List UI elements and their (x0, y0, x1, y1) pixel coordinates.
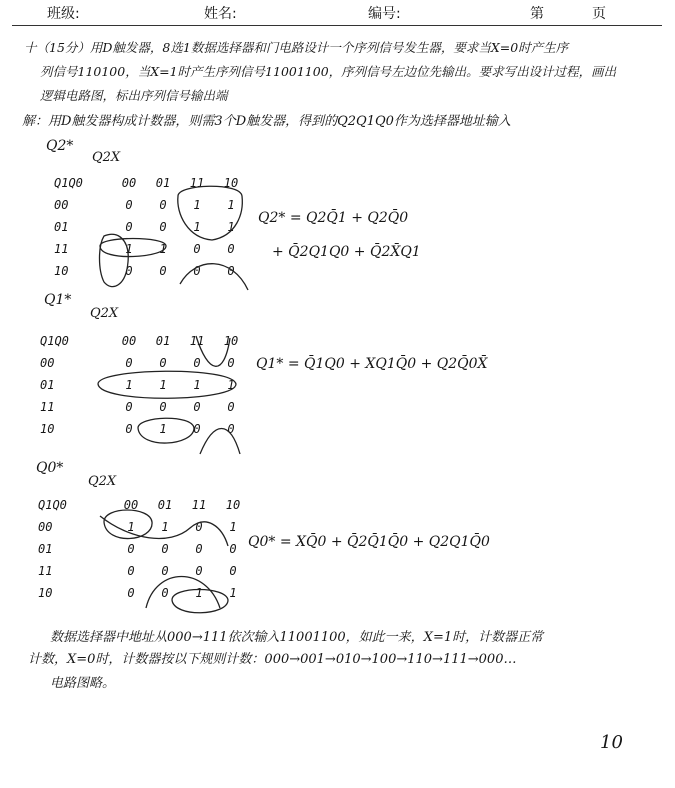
kmap-row-label: 11 (54, 242, 69, 256)
kmap-row-label: 10 (54, 264, 69, 278)
kmap-cell: 1 (229, 520, 237, 534)
kmap2-arc-top (196, 336, 230, 366)
kmap-cell: 0 (229, 564, 237, 578)
kmap2-arc-right (200, 429, 240, 455)
kmap-cell: 0 (161, 564, 169, 578)
kmap-cell: 0 (125, 422, 133, 436)
kmap-cell: 0 (193, 422, 201, 436)
kmap-col-var: Q2X (92, 150, 121, 165)
kmap-row-var: Q1Q0 (54, 176, 83, 190)
kmap-cell: 0 (227, 264, 235, 278)
kmap-col-header: 10 (223, 176, 239, 190)
kmap-cell: 0 (195, 520, 203, 534)
kmap-cell: 0 (125, 264, 133, 278)
kmap-cell: 1 (125, 242, 133, 256)
kmap-cell: 0 (195, 564, 203, 578)
kmap-col-header: 10 (225, 498, 241, 512)
kmap-row-label: 01 (54, 220, 69, 234)
kmap-cell: 1 (195, 586, 203, 600)
kmap3-wave (100, 516, 228, 546)
kmap-cell: 1 (125, 378, 133, 392)
kmap-row-label: 10 (38, 586, 53, 600)
page-suffix: 页 (592, 6, 606, 22)
conclusion-line-2: 计数，X=0时，计数器按以下规则计数：000→001→010→100→110→111→000… (28, 652, 517, 667)
page-prefix: 第 (530, 6, 544, 22)
kmap-cell: 1 (193, 220, 201, 234)
kmap-col-header: 10 (223, 334, 239, 348)
kmap-cell: 0 (127, 542, 135, 556)
kmap-row-label: 11 (40, 400, 55, 414)
kmap-cell: 1 (161, 520, 169, 534)
kmap-title: Q1* (44, 292, 72, 308)
kmap3-loop-bottom (172, 590, 228, 613)
kmap-cell: 0 (193, 356, 201, 370)
kmap-cell: 1 (227, 378, 235, 392)
page-number: 10 (600, 732, 623, 753)
kmap2-loop-row01 (98, 371, 236, 398)
kmap3-arc-bottom (146, 577, 220, 609)
problem-line-3: 逻辑电路图，标出序列信号输出端 (40, 88, 228, 103)
kmap-cell: 0 (193, 242, 201, 256)
conclusion-line-3: 电路图略。 (50, 676, 116, 691)
kmap-cell: 0 (227, 400, 235, 414)
kmap-col-header: 01 (155, 334, 171, 348)
kmap-cell: 0 (161, 542, 169, 556)
kmap-col-var: Q2X (90, 306, 119, 321)
kmap-cell: 1 (159, 422, 167, 436)
problem-line-1: 十（15分）用D触发器，8选1数据选择器和门电路设计一个序列信号发生器，要求当X=0时产生序 (24, 40, 569, 55)
kmap-cell: 1 (193, 198, 201, 212)
kmap-cell: 1 (227, 220, 235, 234)
kmap-cell: 0 (125, 198, 133, 212)
kmap-row-var: Q1Q0 (40, 334, 69, 348)
kmap-cell: 1 (193, 378, 201, 392)
kmap1-loop-top (178, 186, 243, 240)
kmap-cell: 0 (161, 586, 169, 600)
kmap-col-header: 01 (157, 498, 173, 512)
kmap-cell: 1 (229, 586, 237, 600)
class-label: 班级: (47, 6, 80, 22)
kmap-equation: Q0* = XQ̄0 + Q̄2Q̄1Q̄0 + Q2Q1Q̄0 (248, 534, 490, 550)
conclusion-line-1: 数据选择器中地址从000→111依次输入11001100，如此一来，X=1时，计数器正常 (50, 630, 544, 645)
kmap-cell: 0 (227, 422, 235, 436)
kmap-col-header: 11 (191, 498, 207, 512)
kmap-col-header: 00 (121, 176, 137, 190)
kmap-cell: 0 (159, 198, 167, 212)
solution-intro: 解：用D触发器构成计数器，则需3个D触发器，得到的Q2Q1Q0作为选择器地址输入 (22, 114, 511, 129)
kmap-equation: Q1* = Q̄1Q0 + XQ1Q̄0 + Q2Q̄0X̄ (256, 356, 488, 372)
kmap-cell: 0 (193, 400, 201, 414)
kmap-col-header: 00 (123, 498, 139, 512)
kmap-cell: 0 (125, 356, 133, 370)
kmap-cell: 0 (227, 242, 235, 256)
kmap-row-label: 10 (40, 422, 55, 436)
kmap-row-label: 00 (54, 198, 69, 212)
kmap-col-header: 00 (121, 334, 137, 348)
kmap-cell: 0 (159, 220, 167, 234)
kmap1-arc-bottom (180, 264, 248, 290)
kmap-row-label: 11 (38, 564, 53, 578)
kmap-col-var: Q2X (88, 474, 117, 489)
kmap-row-label: 00 (40, 356, 55, 370)
kmap-row-label: 01 (38, 542, 53, 556)
kmap-cell: 0 (159, 400, 167, 414)
kmap-cell: 0 (229, 542, 237, 556)
kmap-cell: 0 (125, 220, 133, 234)
kmap-cell: 1 (159, 242, 167, 256)
name-label: 姓名: (204, 6, 237, 22)
kmap1-loop-row11 (100, 239, 166, 257)
kmap-row-label: 00 (38, 520, 53, 534)
kmap-equation-cont: + Q̄2Q1Q0 + Q̄2X̄Q1 (272, 244, 421, 260)
kmap-cell: 0 (159, 264, 167, 278)
kmap-cell: 1 (127, 520, 135, 534)
kmap-col-header: 11 (189, 176, 205, 190)
kmap-row-label: 01 (40, 378, 55, 392)
kmap-col-header: 01 (155, 176, 171, 190)
kmap-col-header: 11 (189, 334, 205, 348)
kmap-cell: 1 (227, 198, 235, 212)
problem-line-2: 列信号110100，当X=1时产生序列信号11001100，序列信号左边位先输出。要求写出设计过程，画出 (40, 64, 617, 79)
kmap-cell: 0 (125, 400, 133, 414)
kmap-row-var: Q1Q0 (38, 498, 67, 512)
kmap-equation: Q2* = Q2Q̄1 + Q2Q̄0 (258, 210, 409, 226)
number-label: 编号: (368, 6, 401, 22)
kmap-cell: 1 (159, 378, 167, 392)
kmap2-loop-bottom (138, 418, 194, 443)
kmap-title: Q0* (36, 460, 64, 476)
kmap-cell: 0 (195, 542, 203, 556)
kmap-title: Q2* (46, 138, 74, 154)
kmap-cell: 0 (193, 264, 201, 278)
kmap-cell: 0 (159, 356, 167, 370)
kmap-cell: 0 (227, 356, 235, 370)
kmap-cell: 0 (127, 564, 135, 578)
kmap-cell: 0 (127, 586, 135, 600)
